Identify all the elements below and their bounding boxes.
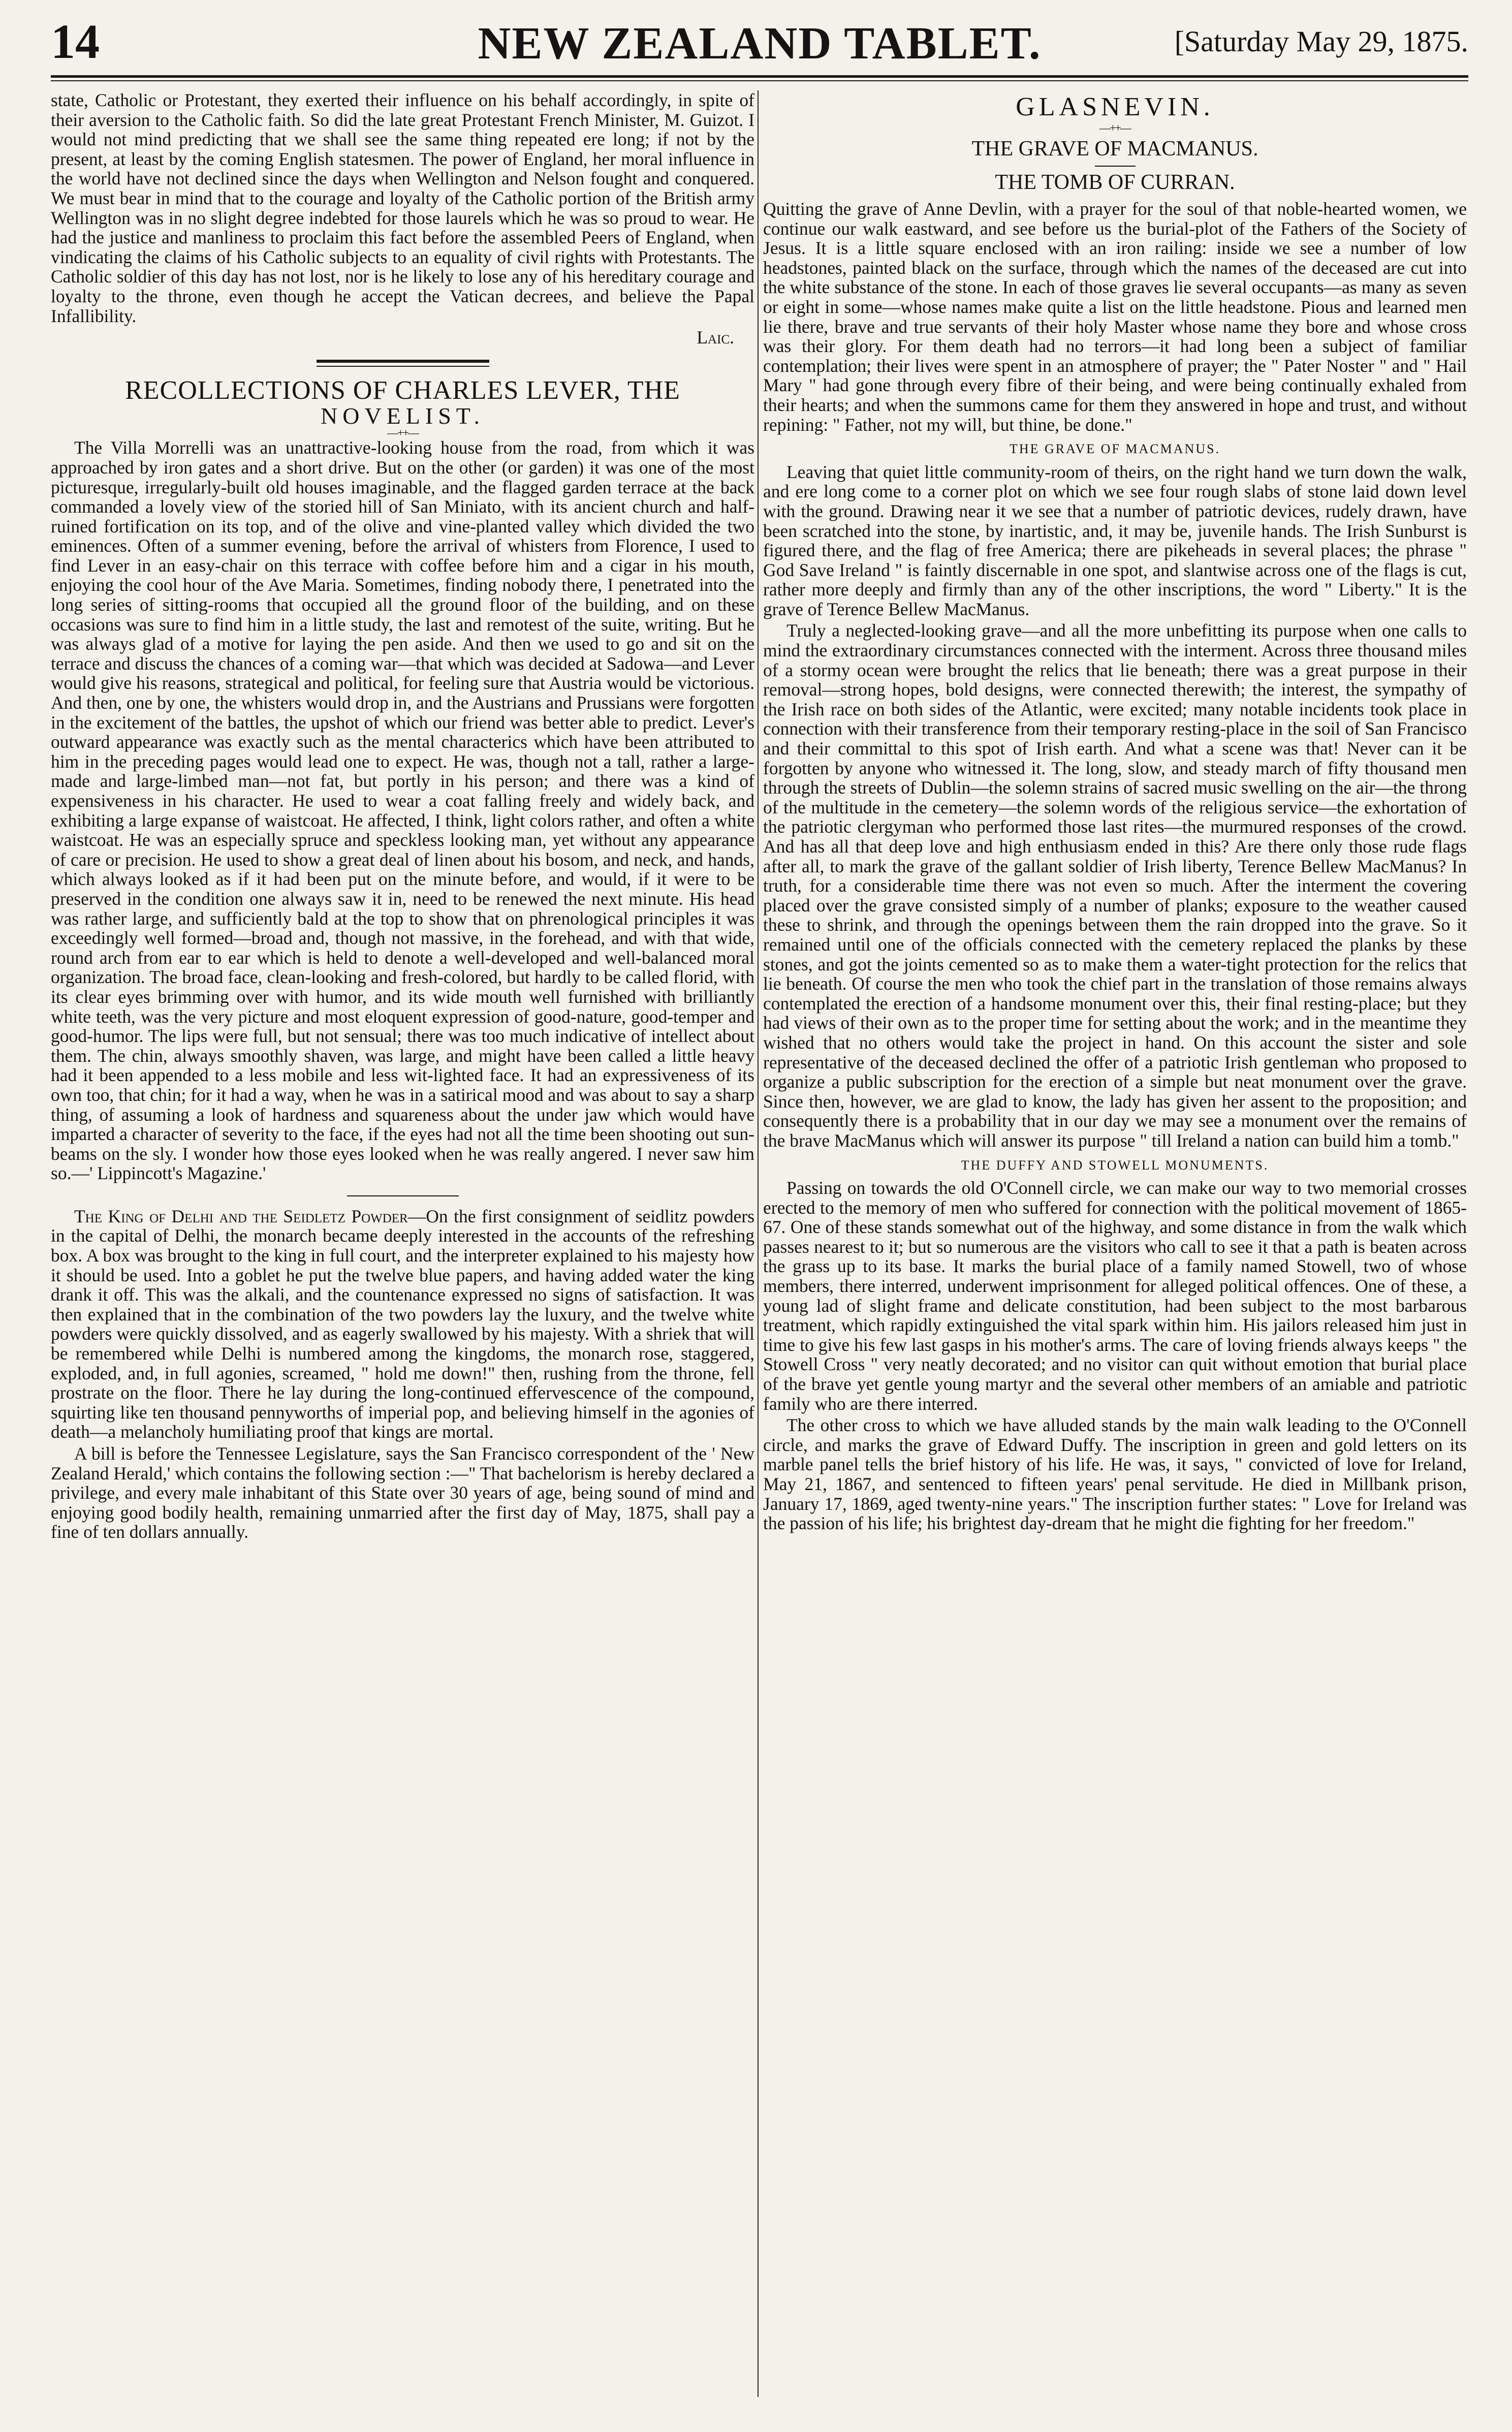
delhi-paragraph: —On the first consignment of seidlitz powders in the capital of Delhi, the monarch became deeply interested in the accounts of the refreshing box. A box was brought to the king in full court, and the interpreter explained to his majesty how it should be used. Into a goblet he put the twelve blue papers, and having added water the king drank it off. This was the alkali, and the countenance expressed no signs of satisfaction. It was then explained that in the combination of the two powders lay the luxury, and the twelve white powders were quickly dissolved, and as eagerly swallowed by his majesty. With a shriek that will be remembered while Delhi is numbered among the kingdoms, the monarch rose, staggered, exploded, and, in full agonies, screamed, " hold me down!" then, rushing from the throne, fell prostrate on the floor. There he lay during the long-continued effervescence of the compound, squirting like ten thousand pennyworths of imperial pop, and believing himself in the agonies of death—a melancholy humiliating proof that kings are mortal. [51,1206,754,1442]
ornament-divider: —++— [387,426,418,439]
glasnevin-paragraph-3: Truly a neglected-looking grave—and all the more unbefitting its purpose when one calls to mind the extraordinary circumstances connected with the interment. Across three thousand miles of a stormy ocean were brought the relics that lie beneath; there was a great purpose in their removal—strong hopes, bold designs, were connected therewith; the interest, the sympathy of the Irish race on both sides of the Atlantic, were excited; many notable incidents took place in connection with their transference from their temporary resting-place in the soil of San Francisco and their committal to this spot of Irish earth. And what a scene was that! Never can it be forgotten by anyone who witnessed it. The long, slow, and steady march of fifty thousand men through the streets of Dublin—the solemn strains of sacred music swelling on the air—the throng of the multitude in the cemetery—the solemn words of the religious service—the exhortation of the patriotic clergyman who performed those last rites—the murmured responses of the crowd. And has all that deep love and high enthusiasm ended in this? Are there only those rude flags after all, to mark the grave of the gallant soldier of Irish liberty, Terence Bellew MacManus? In truth, for a considerable time there was not even so much. After the interment the covering placed over the grave consisted simply of a number of planks; exposure to the weather caused these to shrink, and through the openings between them the rain dropped into the grave. So it remained until one of the officials connected with the cemetery replaced the planks by these stones, and got the joints cemented so as to make them a water-tight protection for the relics that lie beneath. Of course the men who took the chief part in the translation of those remains always contemplated the erection of a handsome monument over this, their final resting-place; but they had views of their own as to the proper time for setting about the work; and in the meantime they wished that no others would take the project in hand. On this account the sister and sole representative of the deceased declined the offer of a patriotic Irish gentleman who proposed to organize a public subscription for the erection of a simple but neat monument over the grave. Since then, however, we are glad to know, the lady has given her assent to the proposition; and consequently there is a probability that in our day we may see a monument over the remains of the brave MacManus which will answer its purpose " till Ireland a nation can build him a tomb." [763,620,1467,1151]
subheading-curran: THE TOMB OF CURRAN. [995,171,1235,194]
article-heading-glasnevin: GLASNEVIN. [1016,92,1214,121]
right-column [763,90,1467,2407]
glasnevin-paragraph-1: Quitting the grave of Anne Devlin, with a prayer for the soul of that noble-hearted women, we continue our walk eastward, and see before us the burial-plot of the Fathers of the Society of Jesus. It is a little square enclosed with an iron railing: inside we see a number of low headstones, painted black on the surface, through which the names of the deceased are cut into the white substance of the stone. In each of those graves lie several occupants—as many as seven or eight in some—whose names make quite a list on the little headstone. Pious and learned men lie there, brave and true servants of their holy Master whose name they bore and whose cross was their glory. For them death had no terrors—it had long been a subject of familiar contemplation; their lives were spent in an atmosphere of prayer; the " Pater Noster " and " Hail Mary " had gone through every fibre of their being, and were being continually exhaled from their hearts; and when the summons came for them they answered in hope and trust, and without repining: " Father, not my will, but thine, be done." [763,199,1467,435]
subheading-macmanus: THE GRAVE OF MACMANUS. [971,137,1258,161]
signature: Laic. [697,327,734,348]
glasnevin-paragraph-4: Passing on towards the old O'Connell circle, we can make our way to two memorial crosses erected to the memory of men who suffered for connection with the political movement of 1865-67. One of these stands somewhat out of the highway, and some distance in from the walk which passes nearest to it; but so numerous are the visitors who call to see it that a path is beaten across the grass up to its base. It marks the burial place of a family named Stowell, two of whose members, there interred, underwent imprisonment for alleged political offences. One of these, a young lad of slight frame and delicate constitution, had been subject to the most barbarous treatment, which rapidly extinguished the vital spark within him. His jailors released him just in time to give his few last gasps in his mother's arms. The care of loving friends always keeps " the Stowell Cross " very neatly decorated; and no visitor can quit without emotion that burial place of the brave yet gentle young martyr and the several other members of an amiable and patriotic family who are there interred. [763,1178,1467,1414]
column-divider [758,90,759,2397]
intro-paragraph: state, Catholic or Protestant, they exerted their influence on his behalf accordingly, in spite of their aversion to the Catholic faith. So did the late great Protestant French Minister, M. Guizot. I would not mind predicting that we shall see the same thing repeated ere long; if not by the present, at least by the coming English statesmen. The power of England, her moral influence in the world have not declined since the days when Wellington and Nelson fought and conquered. We must bear in mind that to the courage and loyalty of the Catholic portion of the British army Wellington was in no slight degree indebted for those laurels which he was so proud to wear. He had the justice and manliness to proclaim this fact before the assembled Peers of England, when vindicating the claims of his Catholic subjects to an equality of civil rights with Protestants. The Catholic soldier of this day has not lost, nor is he likely to lose any of his hereditary courage and loyalty to the throne, even though he accept the Vatican decrees, and believe the Papal Infallibility. [51,90,754,326]
issue-date: [Saturday May 29, 1875. [1174,25,1468,58]
short-rule [1095,166,1136,167]
section-heading-macmanus: THE GRAVE OF MACMANUS. [1009,441,1221,457]
delhi-lead: The King of Delhi and the Seidletz Powder [74,1206,408,1226]
newspaper-title: NEW ZEALAND TABLET. [478,18,1042,69]
section-divider [347,1195,459,1196]
section-divider [317,360,489,367]
glasnevin-paragraph-5: The other cross to which we have alluded stands by the main walk leading to the O'Connell circle, and marks the grave of Edward Duffy. The inscription in green and gold letters on its marble panel tells the brief history of his life. He was, it says, " convicted of love for Ireland, May 21, 1867, and sentenced to fifteen years' penal servitude. He died in Millbank prison, January 17, 1869, aged twenty-nine years." The inscription further states: " Love for Ireland was the passion of his life; his brightest day-dream that he might die fighting for her freedom." [763,1415,1467,1534]
masthead [51,9,1468,78]
glasnevin-paragraph-2: Leaving that quiet little community-room of theirs, on the right hand we turn down the walk, and ere long come to a corner plot on which we see four rough slabs of stone laid down level with the ground. Drawing near it we see that a number of patriotic devices, rudely drawn, have been scratched into the stone, by inartistic, and, it may be, juvenile hands. The Irish Sunburst is figured there, and the flag of free America; there are pikeheads in several places; the phrase " God Save Ireland " is faintly discernable in one spot, and slantwise across one of the flags is cut, rather more deeply and firmly than any of the other inscriptions, the word " Liberty." It is the grave of Terence Bellew MacManus. [763,461,1467,619]
ornament-divider: —++— [1099,121,1130,134]
page-number: 14 [51,14,100,69]
article-subheading-lever: NOVELIST. [321,402,485,429]
tennessee-bill-paragraph: A bill is before the Tennessee Legislature, says the San Francisco correspondent of the ' New Zealand Herald,' which contains the following section :—" That bachelorism is hereby declared a privilege, and every male inhabitant of this State over 30 years of age, being sound of mind and enjoying good bodily health, remaining unmarried after the first day of May, 1875, shall pay a fine of ten dollars annually. [51,1443,754,1542]
section-heading-monuments: THE DUFFY AND STOWELL MONUMENTS. [961,1157,1269,1173]
left-column [51,90,754,2407]
article-heading-lever: RECOLLECTIONS OF CHARLES LEVER, THE [125,375,680,405]
masthead-rule [51,80,1468,81]
lever-paragraph: The Villa Morrelli was an unattractive-looking house from the road, from which it was approached by iron gates and a short drive. But on the other (or garden) it was one of the most picturesque, irregularly-built old houses imaginable, and the flagged garden terrace at the back commanded a lovely view of the storied hill of San Miniato, with its ancient church and half-ruined fortification on its top, and of the olive and vine-planted valley which divided the two eminences. Often of a summer evening, before the arrival of whisters from Florence, I used to find Lever in an easy-chair on this terrace with coffee before him and a cigar in his mouth, enjoying the cool hour of the Ave Maria. Sometimes, finding nobody there, I penetrated into the long series of sitting-rooms that occupied all the ground floor of the building, and on these occasions was sure to find him in a little study, the last and remotest of the suite, writing. But he was always glad of a motive for laying the pen aside. And then we used to go and sit on the terrace and discuss the chances of a coming war—that which was decided at Sadowa—and Lever would give his reasons, strategical and political, for feeling sure that Austria would be victorious. And then, one by one, the whisters would drop in, and the Austrians and Prussians were forgotten in the excitement of the battles, the upshot of which our friend was better able to predict. Lever's outward appearance was exactly such as the mental characterics which have been attributed to him in the preceding pages would lead one to expect. He was, though not a tall, rather a large-made and large-limbed man—not fat, but portly in his person; and there was a kind of expensiveness in his character. He used to wear a coat falling freely and widely back, and exhibiting a large expanse of waistcoat. He affected, I think, light colors rather, and often a white waistcoat. He was an especially spruce and speckless looking man, yet without any appearance of care or precision. He used to show a great deal of linen about his bosom, and neck, and hands, which always looked as if it had been put on the minute before, and would, if it were to be preserved in the condition one always saw it in, need to be renewed the next minute. His head was rather large, and sufficiently bald at the top to show that on phrenological principles it was exceedingly well formed—broad and, though not massive, in the forehead, and with that wide, round arch from ear to ear which is held to denote a well-developed and well-balanced moral organization. The broad face, clean-looking and fresh-colored, but hardly to be called florid, with its clear eyes brimming over with humor, and its wide mouth well furnished with brilliantly white teeth, was the very picture and most eloquent expression of good-nature, good-temper and good-humor. The lips were full, but not sensual; there was too much indicative of intellect about them. The chin, always smoothly shaven, was large, and might have been called a little heavy had it been appended to a less mobile and less wit-lighted face. It had an expressiveness of its own too, that chin; for it had a way, when he was in a satirical mood and was about to say a sharp thing, of assuming a look of hardness and squareness about the under jaw which would have imparted a character of severity to the face, if the eyes had not all the time been shooting out sun-beams on the sly. I wonder how those eyes looked when he was really angered. I never saw him so.—' Lippincott's Magazine.' [51,437,754,1184]
